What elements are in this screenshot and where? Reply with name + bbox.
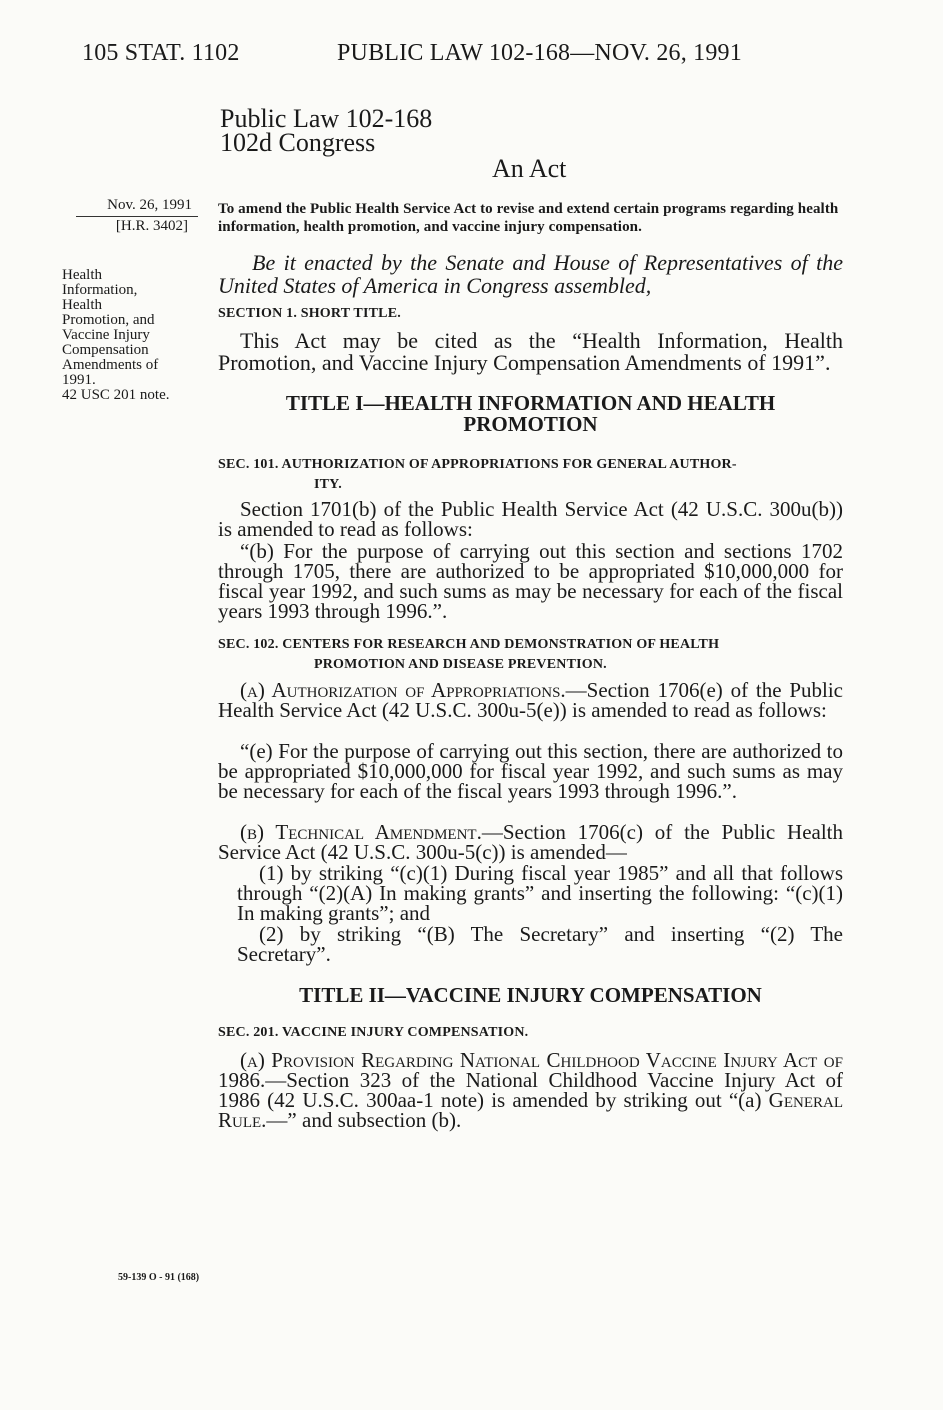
sec101-quote: “(b) For the purpose of carrying out this section and sections 1702 through 1705, there are authorized to be appropriated $10,000,000 for fiscal year 1992, and such sums as may be necessary for each of the fiscal years 1993 through 1996.”. <box>218 539 843 623</box>
sec201-a-text-end: —” and subsection (b). <box>266 1108 462 1132</box>
sidenote-line: Health <box>62 267 102 283</box>
sidenote-line: 1991. <box>62 372 96 388</box>
sidenote-short-title <box>62 268 208 403</box>
sidenote-rule <box>76 216 198 217</box>
act-label: An Act <box>492 154 567 183</box>
sec102-a-label: (a) Authorization of Appropriations. <box>240 678 566 702</box>
sec1-text: This Act may be cited as the “Health Information, Health Promotion, and Vaccine Injury Compensation Amendments of 1991”. <box>218 328 843 375</box>
sec1-heading: SECTION 1. SHORT TITLE. <box>218 306 401 321</box>
sidenote-line: Compensation <box>62 342 149 358</box>
sidenote-bill: [H.R. 3402] <box>115 218 188 234</box>
sidenote-line: Promotion, and <box>62 312 155 328</box>
purpose-text: To amend the Public Health Service Act to revise and extend certain programs regarding health information, health promotion, and vaccine injury compensation. <box>218 201 839 235</box>
sec102-heading <box>218 635 843 675</box>
enacting-clause: Be it enacted by the Senate and House of Representatives of the United States of America in Congress assembled, <box>218 250 843 298</box>
running-head: PUBLIC LAW 102-168—NOV. 26, 1991 <box>337 40 742 66</box>
congress-label: 102d Congress <box>220 128 376 157</box>
sidenote-usc: 42 USC 201 note. <box>62 387 170 403</box>
sec101-heading-line2: ITY. <box>314 477 342 492</box>
sec201-a-text: —Section 323 of the National Childhood Vaccine Injury Act of 1986 (42 U.S.C. 300aa-1 note) is amended by striking out “(a) <box>218 1068 843 1112</box>
sidenote-line: Amendments of <box>62 357 159 373</box>
sec201-general-rule: General Rule. <box>218 1088 843 1132</box>
sec102-b-label: (b) Technical Amendment. <box>240 820 482 844</box>
sec102-subsection-a <box>218 680 843 720</box>
sidenote-line: Information, <box>62 282 138 298</box>
sec201-subsection-a <box>218 1050 843 1130</box>
sidenote-date: Nov. 26, 1991 <box>107 197 192 213</box>
title1-line2: PROMOTION <box>463 412 598 436</box>
title2-heading: TITLE II—VACCINE INJURY COMPENSATION <box>299 983 762 1007</box>
sec101-intro: Section 1701(b) of the Public Health Service Act (42 U.S.C. 300u(b)) is amended to read as follows: <box>218 497 843 541</box>
sec201-heading: SEC. 201. VACCINE INJURY COMPENSATION. <box>218 1025 529 1040</box>
sec102-b-text: —Section 1706(c) of the Public Health Service Act (42 U.S.C. 300u-5(c)) is amended— <box>218 820 844 864</box>
sec101-heading <box>218 455 843 495</box>
sec102-b-item2: (2) by striking “(B) The Secretary” and inserting “(2) The Secretary”. <box>237 922 843 966</box>
sec102-a-text: —Section 1706(e) of the Public Health Service Act (42 U.S.C. 300u-5(e)) is amended to read as follows: <box>218 678 843 722</box>
sidenote-line: Vaccine Injury <box>62 327 150 343</box>
title1-heading <box>218 393 843 435</box>
sec102-heading-line2: PROMOTION AND DISEASE PREVENTION. <box>314 657 607 672</box>
sec102-heading-line1: SEC. 102. CENTERS FOR RESEARCH AND DEMONSTRATION OF HEALTH <box>218 637 720 652</box>
sec201-a-label: (a) Provision Regarding National Childhood Vaccine Injury Act of 1986. <box>218 1048 843 1092</box>
title1-line1: TITLE I—HEALTH INFORMATION AND HEALTH <box>285 391 776 415</box>
sidenote-line: Health <box>62 297 102 313</box>
sec102-b-item1: (1) by striking “(c)(1) During fiscal year 1985” and all that follows through “(2)(A) In making grants” and inserting the following: “(c)(1) In making grants”; and <box>237 861 843 925</box>
law-number: Public Law 102-168 <box>220 104 433 133</box>
page-stat-number: 105 STAT. 1102 <box>82 40 240 66</box>
sec101-heading-line1: SEC. 101. AUTHORIZATION OF APPROPRIATIONS FOR GENERAL AUTHOR- <box>218 457 737 472</box>
sec102-subsection-b <box>218 822 843 862</box>
sec102-a-quote: “(e) For the purpose of carrying out this section, there are authorized to be appropriated $10,000,000 for fiscal year 1992, and such sums as may be necessary for each of the fiscal years 1993 through 1996.”. <box>218 739 843 803</box>
print-code: 59-139 O - 91 (168) <box>118 1272 200 1283</box>
